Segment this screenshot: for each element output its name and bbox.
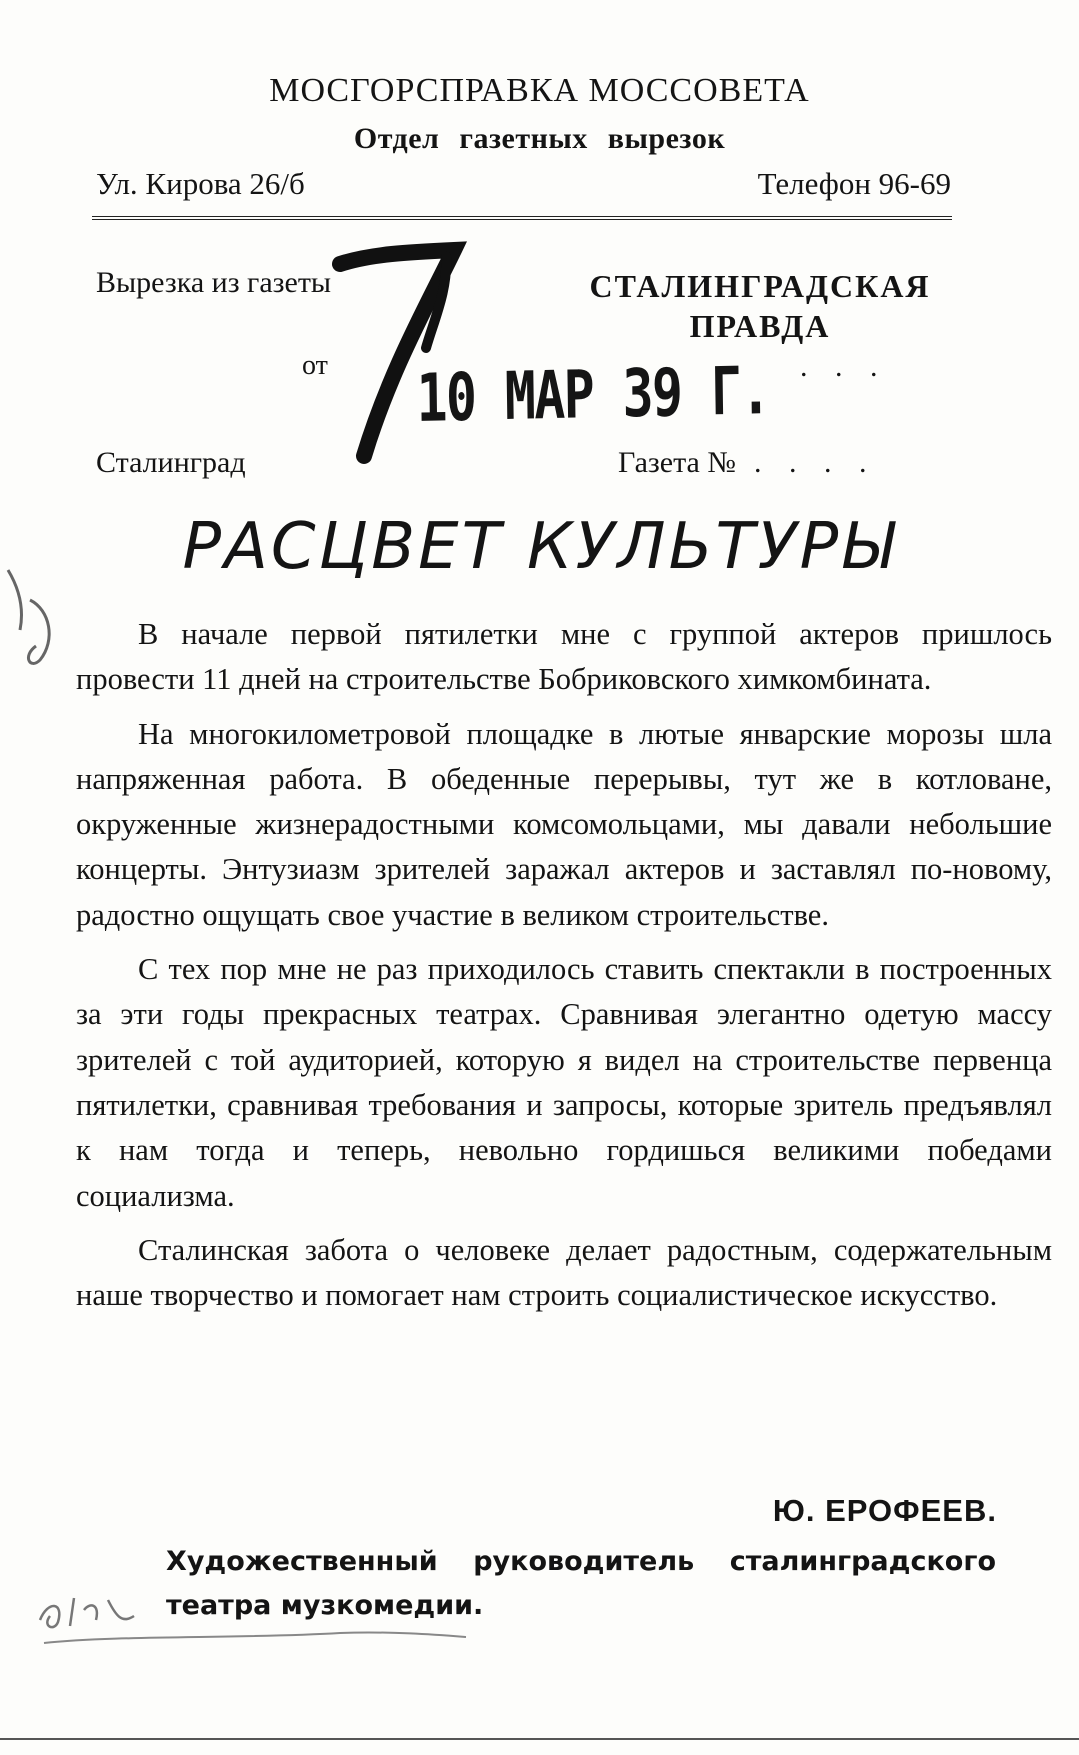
header-divider [92, 216, 952, 220]
clipping-source-label: Вырезка из газеты [96, 266, 332, 299]
author-position-line2: театра музкомедии. [166, 1590, 484, 1621]
bottom-edge-line [0, 1738, 1079, 1740]
department-name: Отдел газетных вырезок [353, 122, 726, 155]
newspaper-name: СТАЛИНГРАДСКАЯ ПРАВДА [589, 268, 931, 344]
bureau-address: Ул. Кирова 26/б [96, 166, 305, 201]
issue-number-text: Газета № [618, 446, 736, 479]
article-paragraph: Сталинская забота о человеке делает радостным, содержательным наше творчество и помогает нам строить социалистическое искусство. [76, 1232, 1052, 1313]
author-position [166, 1540, 996, 1628]
date-dots: . . . [800, 350, 888, 383]
bureau-title: МОСГОРСПРАВКА МОССОВЕТА [269, 72, 810, 109]
article-title: РАСЦВЕТ КУЛЬТУРЫ [182, 510, 897, 584]
article-body [76, 612, 1052, 1327]
bureau-phone: Телефон 96-69 [757, 166, 951, 201]
city-label: Сталинград [96, 446, 246, 479]
article-paragraph: С тех пор мне не раз приходилось ставить спектакли в построенных за эти годы прекрасных театрах. Сравнивая элегантно одетую массу зрителей с той аудиторией, которую я видел на строительстве первенца пятилетки, сравнивая требования и запросы, которые зритель предъявлял к нам тогда и теперь, невольно гордишься великими победами социализма. [76, 952, 1052, 1213]
pencil-underline [40, 1625, 470, 1655]
author-position-line1: Художественный руководитель сталинградского [166, 1546, 996, 1577]
article-paragraph: В начале первой пятилетки мне с группой актеров пришлось провести 11 дней на строительстве Бобриковского химкомбината. [76, 617, 1052, 697]
date-label: от [302, 350, 328, 381]
date-stamp: 10 МАР 39 Г. [416, 352, 771, 437]
issue-number-dots: . . . . [754, 446, 877, 479]
issue-number-label [618, 446, 877, 480]
article-paragraph: На многокилометровой площадке в лютые январские морозы шла напряженная работа. В обеденные перерывы, тут же в котловане, окруженные жизнерадостными комсомольцами, мы давали небольшие концерты. Энтузиазм зрителей заражал актеров и заставлял по-новому, радостно ощущать свое участие в великом строительстве. [76, 716, 1052, 932]
article-author: Ю. ЕРОФЕЕВ. [772, 1493, 997, 1528]
